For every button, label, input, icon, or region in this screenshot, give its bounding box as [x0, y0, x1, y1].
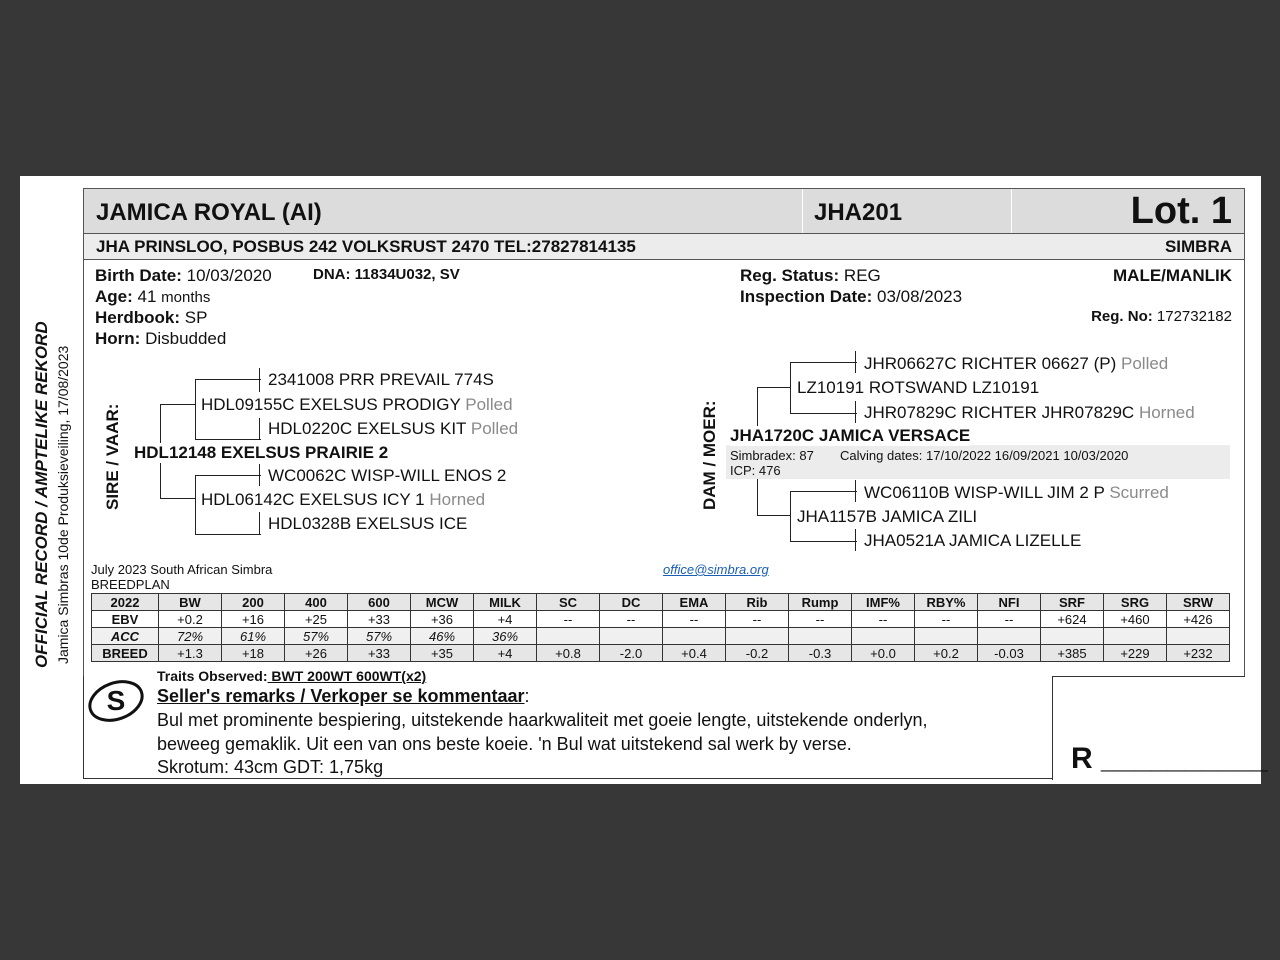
ebv-cell	[1167, 628, 1230, 645]
ebv-cell: +26	[285, 645, 348, 662]
ebv-cell	[915, 628, 978, 645]
ebv-cell: --	[726, 611, 789, 628]
tree-line	[757, 387, 791, 388]
animal-id: JHA201	[814, 199, 903, 226]
sire-dam-sire: WC0062C WISP-WILL ENOS 2	[268, 466, 507, 485]
ebv-header-cell: SRF	[1041, 594, 1104, 611]
remarks-line-2: beweeg gemaklik. Uit een van ons beste koeie. 'n Bul wat uitstekend sal werk by verse.	[157, 734, 852, 754]
ebv-row	[92, 611, 1230, 628]
sire-sire-sire: 2341008 PRR PREVAIL 774S	[268, 370, 494, 389]
ebv-cell: +426	[1167, 611, 1230, 628]
ebv-row-label: EBV	[92, 611, 159, 628]
ebv-cell: 61%	[222, 628, 285, 645]
sire-name: HDL12148 EXELSUS PRAIRIE 2	[134, 443, 389, 462]
dam-label: DAM / MOER:	[700, 400, 719, 510]
sire-label: SIRE / VAAR:	[103, 403, 122, 510]
simbra-logo	[85, 678, 147, 724]
ebv-table	[91, 593, 1230, 662]
ebv-cell: +0.2	[159, 611, 222, 628]
dam-dam: JHA1157B JAMICA ZILI	[797, 507, 978, 526]
tree-line	[757, 479, 758, 515]
ebv-cell: --	[978, 611, 1041, 628]
ebv-cell	[1041, 628, 1104, 645]
ebv-cell: -0.03	[978, 645, 1041, 662]
sire-dam-dam: HDL0328B EXELSUS ICE	[268, 514, 468, 533]
ebv-cell: +385	[1041, 645, 1104, 662]
dam-sire-sire: JHR06627C RICHTER 06627 (P) Polled	[864, 354, 1169, 373]
ebv-cell: +36	[411, 611, 474, 628]
ebv-cell	[600, 628, 663, 645]
ebv-cell: --	[600, 611, 663, 628]
ebv-cell: 57%	[348, 628, 411, 645]
ebv-cell: +18	[222, 645, 285, 662]
ebv-header-cell: Rump	[789, 594, 852, 611]
traits-observed: Traits Observed: BWT 200WT 600WT(x2)	[157, 668, 427, 684]
dam-dam-dam: JHA0521A JAMICA LIZELLE	[864, 531, 1082, 550]
sire-sire-dam: HDL0220C EXELSUS KIT Polled	[268, 419, 519, 438]
dam-sire-dam: JHR07829C RICHTER JHR07829C Horned	[864, 403, 1195, 422]
herdbook: Herdbook: SP	[95, 308, 208, 327]
ebv-cell: +4	[474, 645, 537, 662]
ebv-cell: 57%	[285, 628, 348, 645]
ebv-header-cell: RBY%	[915, 594, 978, 611]
ebv-header-row	[92, 594, 1230, 611]
ebv-header-cell: 200	[222, 594, 285, 611]
ebv-cell	[789, 628, 852, 645]
sex: MALE/MANLIK	[1113, 266, 1232, 285]
ebv-header-cell: 400	[285, 594, 348, 611]
ebv-row-label: ACC	[92, 628, 159, 645]
ebv-cell: --	[537, 611, 600, 628]
ebv-cell: -0.3	[789, 645, 852, 662]
ebv-cell: --	[789, 611, 852, 628]
tree-line	[259, 512, 260, 534]
remarks-line-3: Skrotum: 43cm GDT: 1,75kg	[157, 757, 384, 777]
ebv-header-cell: SC	[537, 594, 600, 611]
reg-status: Reg. Status: REG	[740, 266, 881, 285]
ebv-cell: --	[852, 611, 915, 628]
ebv-cell	[1104, 628, 1167, 645]
tree-line	[757, 387, 758, 427]
ebv-cell: +33	[348, 645, 411, 662]
ebv-cell	[726, 628, 789, 645]
dam-sire: LZ10191 ROTSWAND LZ10191	[797, 378, 1040, 397]
tree-line	[855, 480, 856, 502]
breed-label: SIMBRA	[1164, 237, 1232, 256]
ebv-header-cell: DC	[600, 594, 663, 611]
horn-status: Horn: Disbudded	[95, 329, 227, 348]
tree-line	[160, 498, 196, 499]
simbradex: Simbradex: 87	[730, 448, 814, 463]
ebv-cell: +624	[1041, 611, 1104, 628]
breed-row	[92, 645, 1230, 662]
ebv-cell: +4	[474, 611, 537, 628]
ebv-cell	[978, 628, 1041, 645]
age: Age: 41 months	[95, 287, 211, 306]
ebv-header-cell: SRG	[1104, 594, 1167, 611]
ebv-header-cell: SRW	[1167, 594, 1230, 611]
acc-row	[92, 628, 1230, 645]
reg-number: Reg. No: 172732182	[1091, 308, 1232, 325]
ebv-cell	[663, 628, 726, 645]
title-divider	[1011, 189, 1012, 233]
ebv-cell: +0.4	[663, 645, 726, 662]
remarks-heading: Seller's remarks / Verkoper se kommentaar:	[157, 686, 530, 706]
ebv-header-cell: 600	[348, 594, 411, 611]
official-record-label: OFFICIAL RECORD / AMPTELIKE REKORD	[32, 321, 51, 668]
ebv-cell: +0.0	[852, 645, 915, 662]
title-divider	[802, 189, 803, 233]
ebv-header-cell: BW	[159, 594, 222, 611]
lot-number: Lot. 1	[1130, 190, 1232, 232]
tree-line	[855, 401, 856, 423]
tree-line	[259, 368, 260, 392]
owner-bar	[83, 234, 1245, 260]
ebv-header-cell: Rib	[726, 594, 789, 611]
ebv-cell: --	[663, 611, 726, 628]
ebv-header-cell: MCW	[411, 594, 474, 611]
ebv-cell: 72%	[159, 628, 222, 645]
ebv-row-label: BREED	[92, 645, 159, 662]
title-bar	[83, 188, 1245, 234]
inspection-date: Inspection Date: 03/08/2023	[740, 287, 963, 306]
owner-info: JHA PRINSLOO, POSBUS 242 VOLKSRUST 2470 TEL:27827814135	[96, 237, 636, 256]
icp: ICP: 476	[730, 463, 781, 478]
ebv-cell	[852, 628, 915, 645]
ebv-cell: +1.3	[159, 645, 222, 662]
tree-line	[855, 351, 856, 373]
birth-date: Birth Date: 10/03/2020	[95, 266, 272, 285]
tree-line	[855, 529, 856, 551]
ebv-cell: -0.2	[726, 645, 789, 662]
calving-dates: Calving dates: 17/10/2022 16/09/2021 10/03/2020	[840, 448, 1129, 463]
ebv-cell: +460	[1104, 611, 1167, 628]
dam-name: JHA1720C JAMICA VERSACE	[730, 426, 971, 445]
tree-line	[259, 418, 260, 440]
sale-name-label: Jamica Simbras 10de Produksieveiling, 17/08/2023	[55, 345, 71, 664]
ebv-cell: +33	[348, 611, 411, 628]
sire-dam: HDL06142C EXELSUS ICY 1 Horned	[201, 490, 486, 509]
tree-line	[259, 464, 260, 486]
ebv-header-cell: NFI	[978, 594, 1041, 611]
logo-letter: S	[106, 685, 126, 716]
ebv-source-2: BREEDPLAN	[91, 577, 170, 592]
dam-dam-sire: WC06110B WISP-WILL JIM 2 P Scurred	[864, 483, 1169, 502]
email-link[interactable]: office@simbra.org	[663, 562, 769, 577]
remarks-line-1: Bul met prominente bespiering, uitstekende haarkwaliteit met goeie lengte, uitstekende onderlyn,	[157, 710, 928, 730]
animal-name: JAMICA ROYAL (AI)	[96, 199, 322, 226]
ebv-cell: 36%	[474, 628, 537, 645]
ebv-header-cell: EMA	[663, 594, 726, 611]
ebv-cell: +229	[1104, 645, 1167, 662]
ebv-header-cell: IMF%	[852, 594, 915, 611]
ebv-cell: -2.0	[600, 645, 663, 662]
tree-line	[160, 404, 196, 405]
ebv-cell: +25	[285, 611, 348, 628]
price-field[interactable]: R __________	[1071, 742, 1268, 775]
ebv-cell: +35	[411, 645, 474, 662]
ebv-cell: +0.2	[915, 645, 978, 662]
dna-info: DNA: 11834U032, SV	[313, 266, 460, 283]
ebv-cell: --	[915, 611, 978, 628]
ebv-cell: +16	[222, 611, 285, 628]
ebv-cell: 46%	[411, 628, 474, 645]
tree-line	[757, 515, 791, 516]
ebv-cell: +232	[1167, 645, 1230, 662]
ebv-header-cell: 2022	[92, 594, 159, 611]
sire-sire: HDL09155C EXELSUS PRODIGY Polled	[201, 395, 513, 414]
ebv-cell	[537, 628, 600, 645]
ebv-source: July 2023 South African Simbra	[91, 562, 273, 577]
ebv-header-cell: MILK	[474, 594, 537, 611]
ebv-cell: +0.8	[537, 645, 600, 662]
